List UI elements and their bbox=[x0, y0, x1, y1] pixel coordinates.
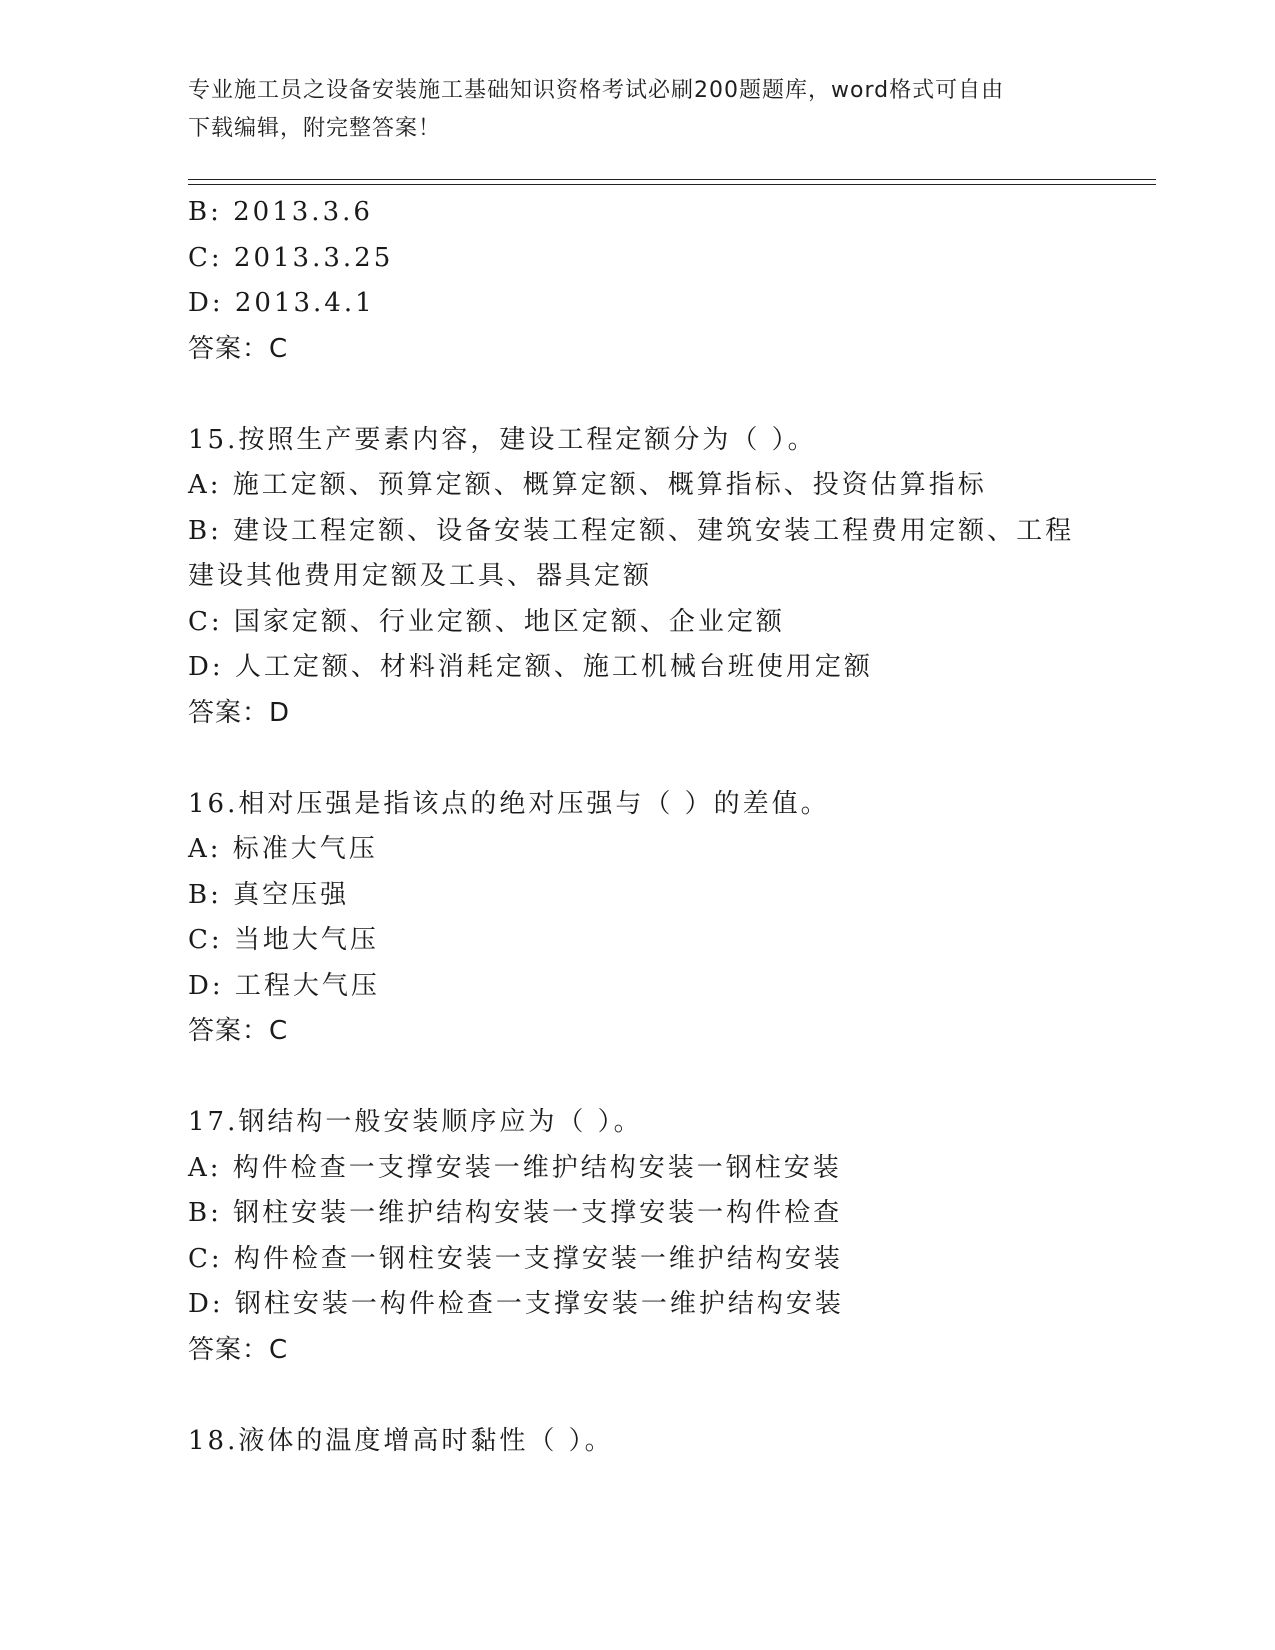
question-stem: 15.按照生产要素内容，建设工程定额分为（ ）。 bbox=[188, 424, 817, 455]
question-15 bbox=[188, 418, 1088, 737]
header-title-line-1: 专业施工员之设备安装施工基础知识资格考试必刷200题题库，word格式可自由 bbox=[188, 78, 1005, 103]
answer-line: 答案：C bbox=[188, 1334, 289, 1365]
option-c: C: 国家定额、行业定额、地区定额、企业定额 bbox=[188, 606, 785, 637]
answer-line: 答案：D bbox=[188, 697, 291, 728]
option-a: A: 标准大气压 bbox=[188, 834, 378, 864]
question-18 bbox=[188, 1419, 1088, 1465]
option-b: B: 建设工程定额、设备安装工程定额、建筑安装工程费用定额、工程 bbox=[188, 515, 1075, 546]
option-c: C: 当地大气压 bbox=[188, 925, 379, 955]
question-16 bbox=[188, 782, 1088, 1055]
option-d: D: 人工定额、材料消耗定额、施工机械台班使用定额 bbox=[188, 652, 873, 682]
question-list bbox=[188, 190, 1088, 1464]
option-d: D: 工程大气压 bbox=[188, 970, 380, 1001]
question-14-continued bbox=[188, 190, 1088, 372]
option-b: B: 2013.3.6 bbox=[188, 197, 373, 227]
option-c: C: 构件检查一钢柱安装一支撑安装一维护结构安装 bbox=[188, 1243, 843, 1274]
question-stem: 18.液体的温度增高时黏性（ ）。 bbox=[188, 1425, 614, 1456]
spacer bbox=[188, 1055, 1088, 1101]
option-d: D: 2013.4.1 bbox=[188, 288, 375, 318]
question-stem: 16.相对压强是指该点的绝对压强与（ ）的差值。 bbox=[188, 788, 830, 819]
answer-line: 答案：C bbox=[188, 1016, 289, 1046]
header-divider-top bbox=[188, 179, 1156, 180]
answer-line: 答案：C bbox=[188, 333, 289, 364]
spacer bbox=[188, 736, 1088, 782]
option-c: C: 2013.3.25 bbox=[188, 242, 394, 273]
question-stem: 17.钢结构一般安装顺序应为（ ）。 bbox=[188, 1107, 643, 1137]
option-b: B: 钢柱安装一维护结构安装一支撑安装一构件检查 bbox=[188, 1198, 843, 1228]
document-header bbox=[188, 72, 1088, 148]
spacer bbox=[188, 1373, 1088, 1419]
header-title-line-2: 下载编辑，附完整答案！ bbox=[188, 116, 442, 141]
option-a: A: 构件检查一支撑安装一维护结构安装一钢柱安装 bbox=[188, 1152, 842, 1183]
header-divider-bottom bbox=[188, 184, 1156, 185]
question-17 bbox=[188, 1100, 1088, 1373]
option-a: A: 施工定额、预算定额、概算定额、概算指标、投资估算指标 bbox=[188, 470, 987, 500]
option-d: D: 钢柱安装一构件检查一支撑安装一维护结构安装 bbox=[188, 1289, 844, 1319]
option-b: B: 真空压强 bbox=[188, 879, 350, 910]
option-b-continued: 建设其他费用定额及工具、器具定额 bbox=[188, 561, 653, 591]
spacer bbox=[188, 372, 1088, 418]
